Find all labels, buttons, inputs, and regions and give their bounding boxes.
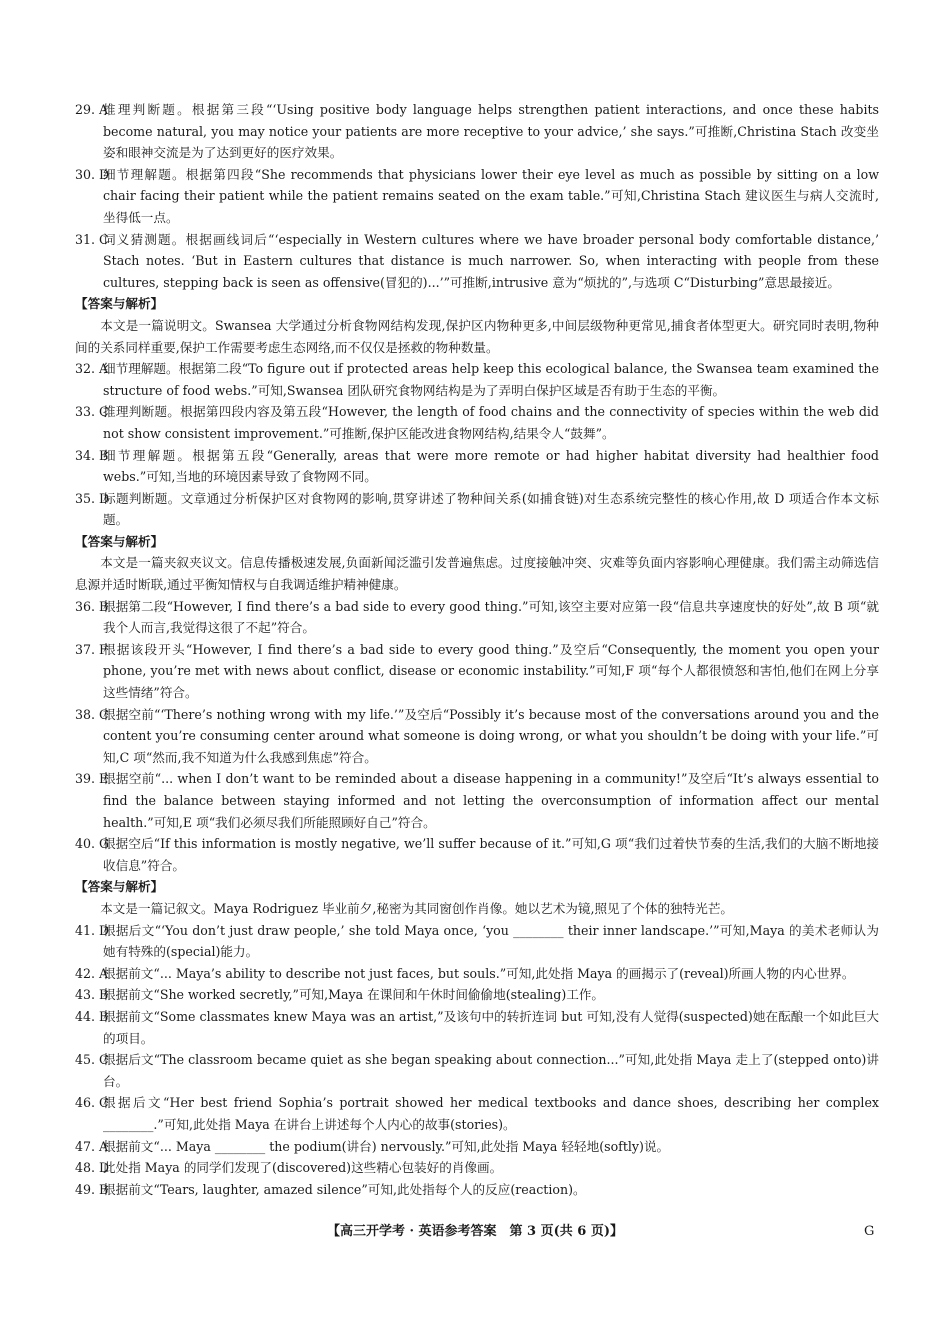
answer-item-35 (75, 488, 879, 531)
answer-number: 32. A (75, 361, 109, 377)
answer-text: 根据后文“Her best friend Sophia’s portrait showed her medical textbooks and dance shoes, describing her complex ________.”可知,此处指 Maya 在讲台上讲述每个人内心的故事(stories)。 (103, 1095, 879, 1132)
answer-text: 标题判断题。文章通过分析保护区对食物网的影响,贯穿讲述了物种间关系(如捕食链)对生态系统完整性的核心作用,故 D 项适合作本文标题。 (103, 490, 879, 528)
answer-item-46 (75, 1092, 879, 1135)
answer-number: 36. B (75, 598, 109, 614)
answer-item-33 (75, 401, 879, 444)
answer-item-39 (75, 768, 879, 833)
answer-text: 根据第二段“However, I find there’s a bad side to every good thing.”可知,该空主要对应第一段“信息共享速度快的好处”,故 B 项“就我个人而言,我觉得这很了不起”符合。 (103, 598, 879, 636)
answer-text: 细节理解题。根据第二段“To figure out if protected areas help keep this ecological balance, the Swansea team examined the structure of food webs.”可知,Swansea 团队研究食物网结构是为了弄明白保护区域是否有助于生态的平衡。 (103, 361, 879, 398)
section-intro: 本文是一篇说明文。Swansea 大学通过分析食物网结构发现,保护区内物种更多,中间层级物种更常见,捕食者体型更大。研究同时表明,物种间的关系同样重要,保护工作需要考虑生态网络,而不仅仅是拯救的物种数量。 (75, 317, 879, 355)
answer-text: 根据前文“Tears, laughter, amazed silence”可知,此处指每个人的反应(reaction)。 (103, 1181, 586, 1197)
answer-item-40 (75, 833, 879, 876)
answer-item-29 (75, 99, 879, 164)
answer-text: 根据该段开头“However, I find there’s a bad side to every good thing.”及空后“Consequently, the moment you open your phone, you’re met with news about conflict, disease or economic instability.”可知,F 项“每个人都很愤怒和害怕,他们在网上分享这些情绪”符合。 (103, 641, 879, 701)
page-footer: 【高三开学考 · 英语参考答案 第 3 页(共 6 页)】 (326, 1224, 624, 1239)
answer-item-30 (75, 164, 879, 229)
answer-number: 48. D (75, 1160, 110, 1176)
answer-text: 细节理解题。根据第四段“She recommends that physicians lower their eye level as much as possible by sitting on a low chair facing their patient while the patient remains seated on the exam table.”可知,Christina Stach 建议医生与病人交流时,坐得低一点。 (103, 166, 879, 225)
answer-item-42 (75, 963, 879, 985)
answer-item-37 (75, 639, 879, 704)
answer-number: 29. A (75, 102, 109, 117)
answer-number: 39. E (75, 771, 109, 787)
answer-number: 30. D (75, 166, 110, 182)
answer-item-34 (75, 445, 879, 488)
answer-item-45 (75, 1049, 879, 1092)
answer-text: 根据前文“She worked secretly,”可知,Maya 在课间和午休时间偷偷地(stealing)工作。 (103, 987, 605, 1003)
answer-text: 细节理解题。根据第五段“Generally, areas that were more remote or had higher habitat diversity had healthier food webs.”可知,当地的环境因素导致了食物网不同。 (103, 447, 879, 485)
section-heading: 【答案与解析】 (75, 533, 164, 549)
answer-content (75, 99, 879, 1200)
answer-number: 41. D (75, 922, 110, 938)
section-heading: 【答案与解析】 (75, 296, 164, 312)
answer-number: 33. C (75, 404, 109, 420)
answer-number: 44. B (75, 1008, 109, 1024)
answer-item-38 (75, 704, 879, 769)
answer-number: 45. C (75, 1052, 109, 1068)
answer-text: 此处指 Maya 的同学们发现了(discovered)这些精心包装好的肖像画。 (103, 1160, 503, 1176)
answer-item-36 (75, 596, 879, 639)
section-intro: 本文是一篇记叙文。Maya Rodriguez 毕业前夕,秘密为其同窗创作肖像。她以艺术为镜,照见了个体的独特光芒。 (100, 900, 734, 916)
answer-item-32 (75, 358, 879, 401)
section-intro: 本文是一篇夹叙夹议文。信息传播极速发展,负面新闻泛滥引发普遍焦虑。过度接触冲突、灾难等负面内容影响心理健康。我们需主动筛选信息源并适时断联,通过平衡知情权与自我调适维护精神健康。 (75, 555, 879, 593)
section-heading: 【答案与解析】 (75, 879, 164, 895)
answer-number: 46. C (75, 1095, 109, 1111)
answer-text: 根据前文“... Maya’s ability to describe not just faces, but souls.”可知,此处指 Maya 的画揭示了(reveal)所画人物的内心世界。 (103, 965, 855, 981)
answer-item-41 (75, 920, 879, 963)
answer-text: 推理判断题。根据第四段内容及第五段“However, the length of food chains and the connectivity of species within the web did not show consistent improvement.”可推断,保护区能改进食物网结构,结果令人“鼓舞”。 (103, 404, 879, 441)
answer-number: 43. B (75, 987, 109, 1003)
answer-item-44 (75, 1006, 879, 1049)
answer-item-31 (75, 229, 879, 294)
answer-number: 34. B (75, 447, 109, 463)
answer-number: 37. F (75, 641, 108, 657)
answer-item-48 (75, 1157, 879, 1179)
answer-item-43 (75, 984, 879, 1006)
answer-text: 根据空前“‘There’s nothing wrong with my life.’”及空后“Possibly it’s because most of the conversations around you and the content you’re consuming center around what someone is doing wrong, or what you shouldn’t be doing with your life.”可知,C 项“然而,我不知道为什么我感到焦虑”符合。 (103, 706, 879, 765)
answer-number: 42. A (75, 965, 109, 981)
answer-number: 40. G (75, 836, 110, 852)
answer-text: 根据空后“If this information is mostly negative, we’ll suffer because of it.”可知,G 项“我们过着快节奏的生活,我们的大脑不断地接收信息”符合。 (103, 836, 879, 873)
answer-number: 35. D (75, 490, 110, 506)
answer-text: 推理判断题。根据第三段“‘Using positive body language helps strengthen patient interactions, and once these habits become natural, you may notice your patients are more receptive to your advice,’ she says.”可推断,Christina Stach 改变坐姿和眼神交流是为了达到更好的医疗效果。 (103, 102, 879, 161)
answer-text: 根据前文“... Maya ________ the podium(讲台) nervously.”可知,此处指 Maya 轻轻地(softly)说。 (103, 1138, 670, 1154)
answer-text: 根据后文“The classroom became quiet as she began speaking about connection...”可知,此处指 Maya 走上了(stepped onto)讲台。 (103, 1052, 879, 1089)
answer-number: 49. B (75, 1181, 109, 1197)
answer-number: 31. C (75, 231, 109, 247)
version-mark: G (864, 1224, 875, 1239)
answer-item-49 (75, 1179, 879, 1201)
answer-number: 47. A (75, 1138, 109, 1154)
answer-text: 根据空前“... when I don’t want to be reminded about a disease happening in a community!”及空后“It’s always essential to find the balance between staying informed and not letting the overconsumption of information affect our mental health.”可知,E 项“我们必须尽我们所能照顾好自己”符合。 (103, 771, 879, 830)
answer-number: 38. C (75, 706, 109, 722)
answer-text: 根据后文“‘You don’t just draw people,’ she told Maya once, ‘you ________ their inner landscape.’”可知,Maya 的美术老师认为她有特殊的(special)能力。 (103, 922, 879, 960)
answer-text: 根据前文“Some classmates knew Maya was an artist,”及该句中的转折连词 but 可知,没有人觉得(suspected)她在酝酿一个如此巨大的项目。 (103, 1008, 879, 1046)
answer-item-47 (75, 1136, 879, 1158)
answer-text: 词义猜测题。根据画线词后“‘especially in Western cultures where we have broader personal body comfortable distance,’ Stach notes. ‘But in Eastern cultures that distance is much narrower. So, when interacting with people from these cultures, stepping back is seen as offensive(冒犯的)...’”可推断,intrusive 意为“烦扰的”,与选项 C“Disturbing”意思最接近。 (103, 231, 879, 290)
